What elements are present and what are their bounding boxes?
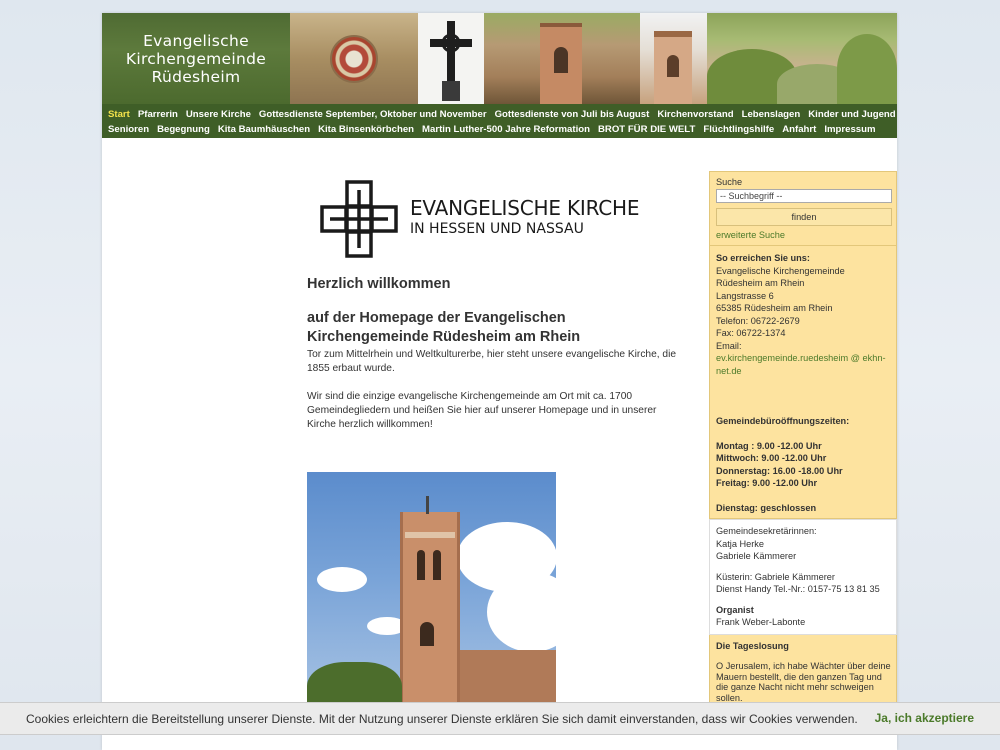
cookie-accept-button[interactable]: Ja, ich akzeptiere (874, 711, 974, 725)
main-navigation (102, 104, 897, 138)
logo-line-3: Rüdesheim (151, 68, 241, 86)
sexton-name: Küsterin: Gabriele Kämmerer (716, 571, 835, 582)
site-logo[interactable] (102, 13, 290, 104)
daily-verse-heading: Die Tageslosung (716, 640, 789, 651)
hours-monday: Montag : 9.00 -12.00 Uhr (716, 440, 822, 451)
sidebar (709, 171, 897, 722)
header-photo-rose-window (290, 13, 418, 104)
nav-unsere-kirche[interactable]: Unsere Kirche (185, 109, 251, 120)
nav-martin-luther[interactable]: Martin Luther-500 Jahre Reformation (422, 124, 590, 135)
search-button[interactable]: finden (716, 208, 892, 226)
secretary-name: Gabriele Kämmerer (716, 551, 797, 561)
secretary-heading: Gemeindesekretärinnen: (716, 526, 817, 536)
ekhn-subtitle: IN HESSEN UND NASSAU (410, 221, 584, 237)
search-label: Suche (716, 177, 743, 187)
nav-senioren[interactable]: Senioren (108, 124, 150, 135)
search-input[interactable] (716, 189, 892, 203)
community-paragraph: Wir sind die einzige evangelische Kirchengemeinde am Ort mit ca. 1700 Gemeindegliedern und heißen Sie hier auf unserer Homepage und in unserer Kirche herzlich willkommen! (307, 391, 657, 430)
welcome-heading: Herzlich willkommen (307, 276, 451, 292)
hours-tuesday-closed: Dienstag: geschlossen (716, 502, 817, 513)
cookie-text: Cookies erleichtern die Bereitstellung unserer Dienste. Mit der Nutzung unserer Dienste erklären Sie sich damit einverstanden, dass wir Cookies verwenden. (26, 711, 858, 726)
contact-line: Langstrasse 6 (716, 290, 774, 301)
nav-kita-baumhaeuschen[interactable]: Kita Baumhäuschen (217, 124, 311, 135)
contact-phone: Telefon: 06722-2679 (716, 315, 800, 326)
contact-line: Rüdesheim am Rhein (716, 278, 805, 288)
organist-name: Frank Weber-Labonte (716, 617, 806, 627)
staff-block (709, 519, 897, 635)
advanced-search-link[interactable]: erweiterte Suche (716, 230, 785, 240)
nav-begegnung[interactable]: Begegnung (157, 124, 210, 135)
secretary-name: Katja Herke (716, 538, 765, 549)
email-link[interactable]: ev.kirchengemeinde.ruedesheim @ ekhn- (716, 353, 886, 363)
ekhn-title: EVANGELISCHE KIRCHE (410, 196, 640, 220)
ekhn-cross-logo-icon (320, 180, 398, 258)
header-photo-tower (640, 13, 707, 104)
hours-friday: Freitag: 9.00 -12.00 Uhr (716, 478, 818, 488)
nav-lebenslagen[interactable]: Lebenslagen (741, 109, 801, 120)
nav-kirchenvorstand[interactable]: Kirchenvorstand (657, 109, 734, 120)
nav-start[interactable]: Start (108, 109, 130, 120)
header-banner (102, 13, 897, 104)
nav-impressum[interactable]: Impressum (824, 124, 876, 135)
contact-line: 65385 Rüdesheim am Rhein (716, 303, 833, 313)
nav-fluechtlingshilfe[interactable]: Flüchtlingshilfe (703, 124, 775, 135)
nav-kinder-jugend[interactable]: Kinder und Jugend (808, 109, 896, 120)
page-container (102, 13, 897, 750)
sexton-phone: Dienst Handy Tel.-Nr.: 0157-75 13 81 35 (716, 584, 880, 594)
contact-heading: So erreichen Sie uns: (716, 253, 810, 263)
hours-wednesday: Mittwoch: 9.00 -12.00 Uhr (716, 453, 827, 463)
nav-kita-binsenkoerbchen[interactable]: Kita Binsenkörbchen (318, 124, 415, 135)
intro-paragraph: Tor zum Mittelrhein und Weltkulturerbe, hier steht unsere evangelische Kirche, die 1855 erbaut wurde. (307, 349, 677, 374)
logo-line-1: Evangelische (143, 32, 249, 50)
header-photo-cross (418, 13, 484, 104)
church-tower-photo (307, 472, 556, 712)
nav-anfahrt[interactable]: Anfahrt (782, 124, 817, 135)
logo-line-2: Kirchengemeinde (125, 50, 267, 68)
header-photo-church-facade (484, 13, 640, 104)
nav-pfarrerin[interactable]: Pfarrerin (137, 109, 178, 120)
cookie-banner (0, 702, 1000, 735)
contact-fax: Fax: 06722-1374 (716, 328, 786, 338)
header-photo-garden (707, 13, 897, 104)
email-link-cont[interactable]: net.de (716, 365, 742, 376)
nav-gottesdienste-herbst[interactable]: Gottesdienste September, Oktober und November (258, 109, 487, 120)
daily-verse-text: O Jerusalem, ich habe Wächter über deine Mauern bestellt, die den ganzen Tag und die ganze Nacht nicht mehr schweigen sollen. (716, 661, 891, 703)
hours-thursday: Donnerstag: 16.00 -18.00 Uhr (716, 465, 843, 476)
nav-gottesdienste-sommer[interactable]: Gottesdienste von Juli bis August (494, 109, 650, 120)
office-hours-heading: Gemeindebüroöffnungszeiten: (716, 416, 850, 426)
contact-block (709, 246, 897, 519)
search-box (709, 171, 897, 246)
nav-brot-fuer-die-welt[interactable]: BROT FÜR DIE WELT (597, 124, 696, 135)
organist-heading: Organist (716, 604, 754, 615)
contact-email-label: Email: (716, 340, 742, 351)
welcome-subheading: auf der Homepage der Evangelischen Kirchengemeinde Rüdesheim am Rhein (307, 310, 581, 345)
contact-line: Evangelische Kirchengemeinde (716, 265, 845, 276)
